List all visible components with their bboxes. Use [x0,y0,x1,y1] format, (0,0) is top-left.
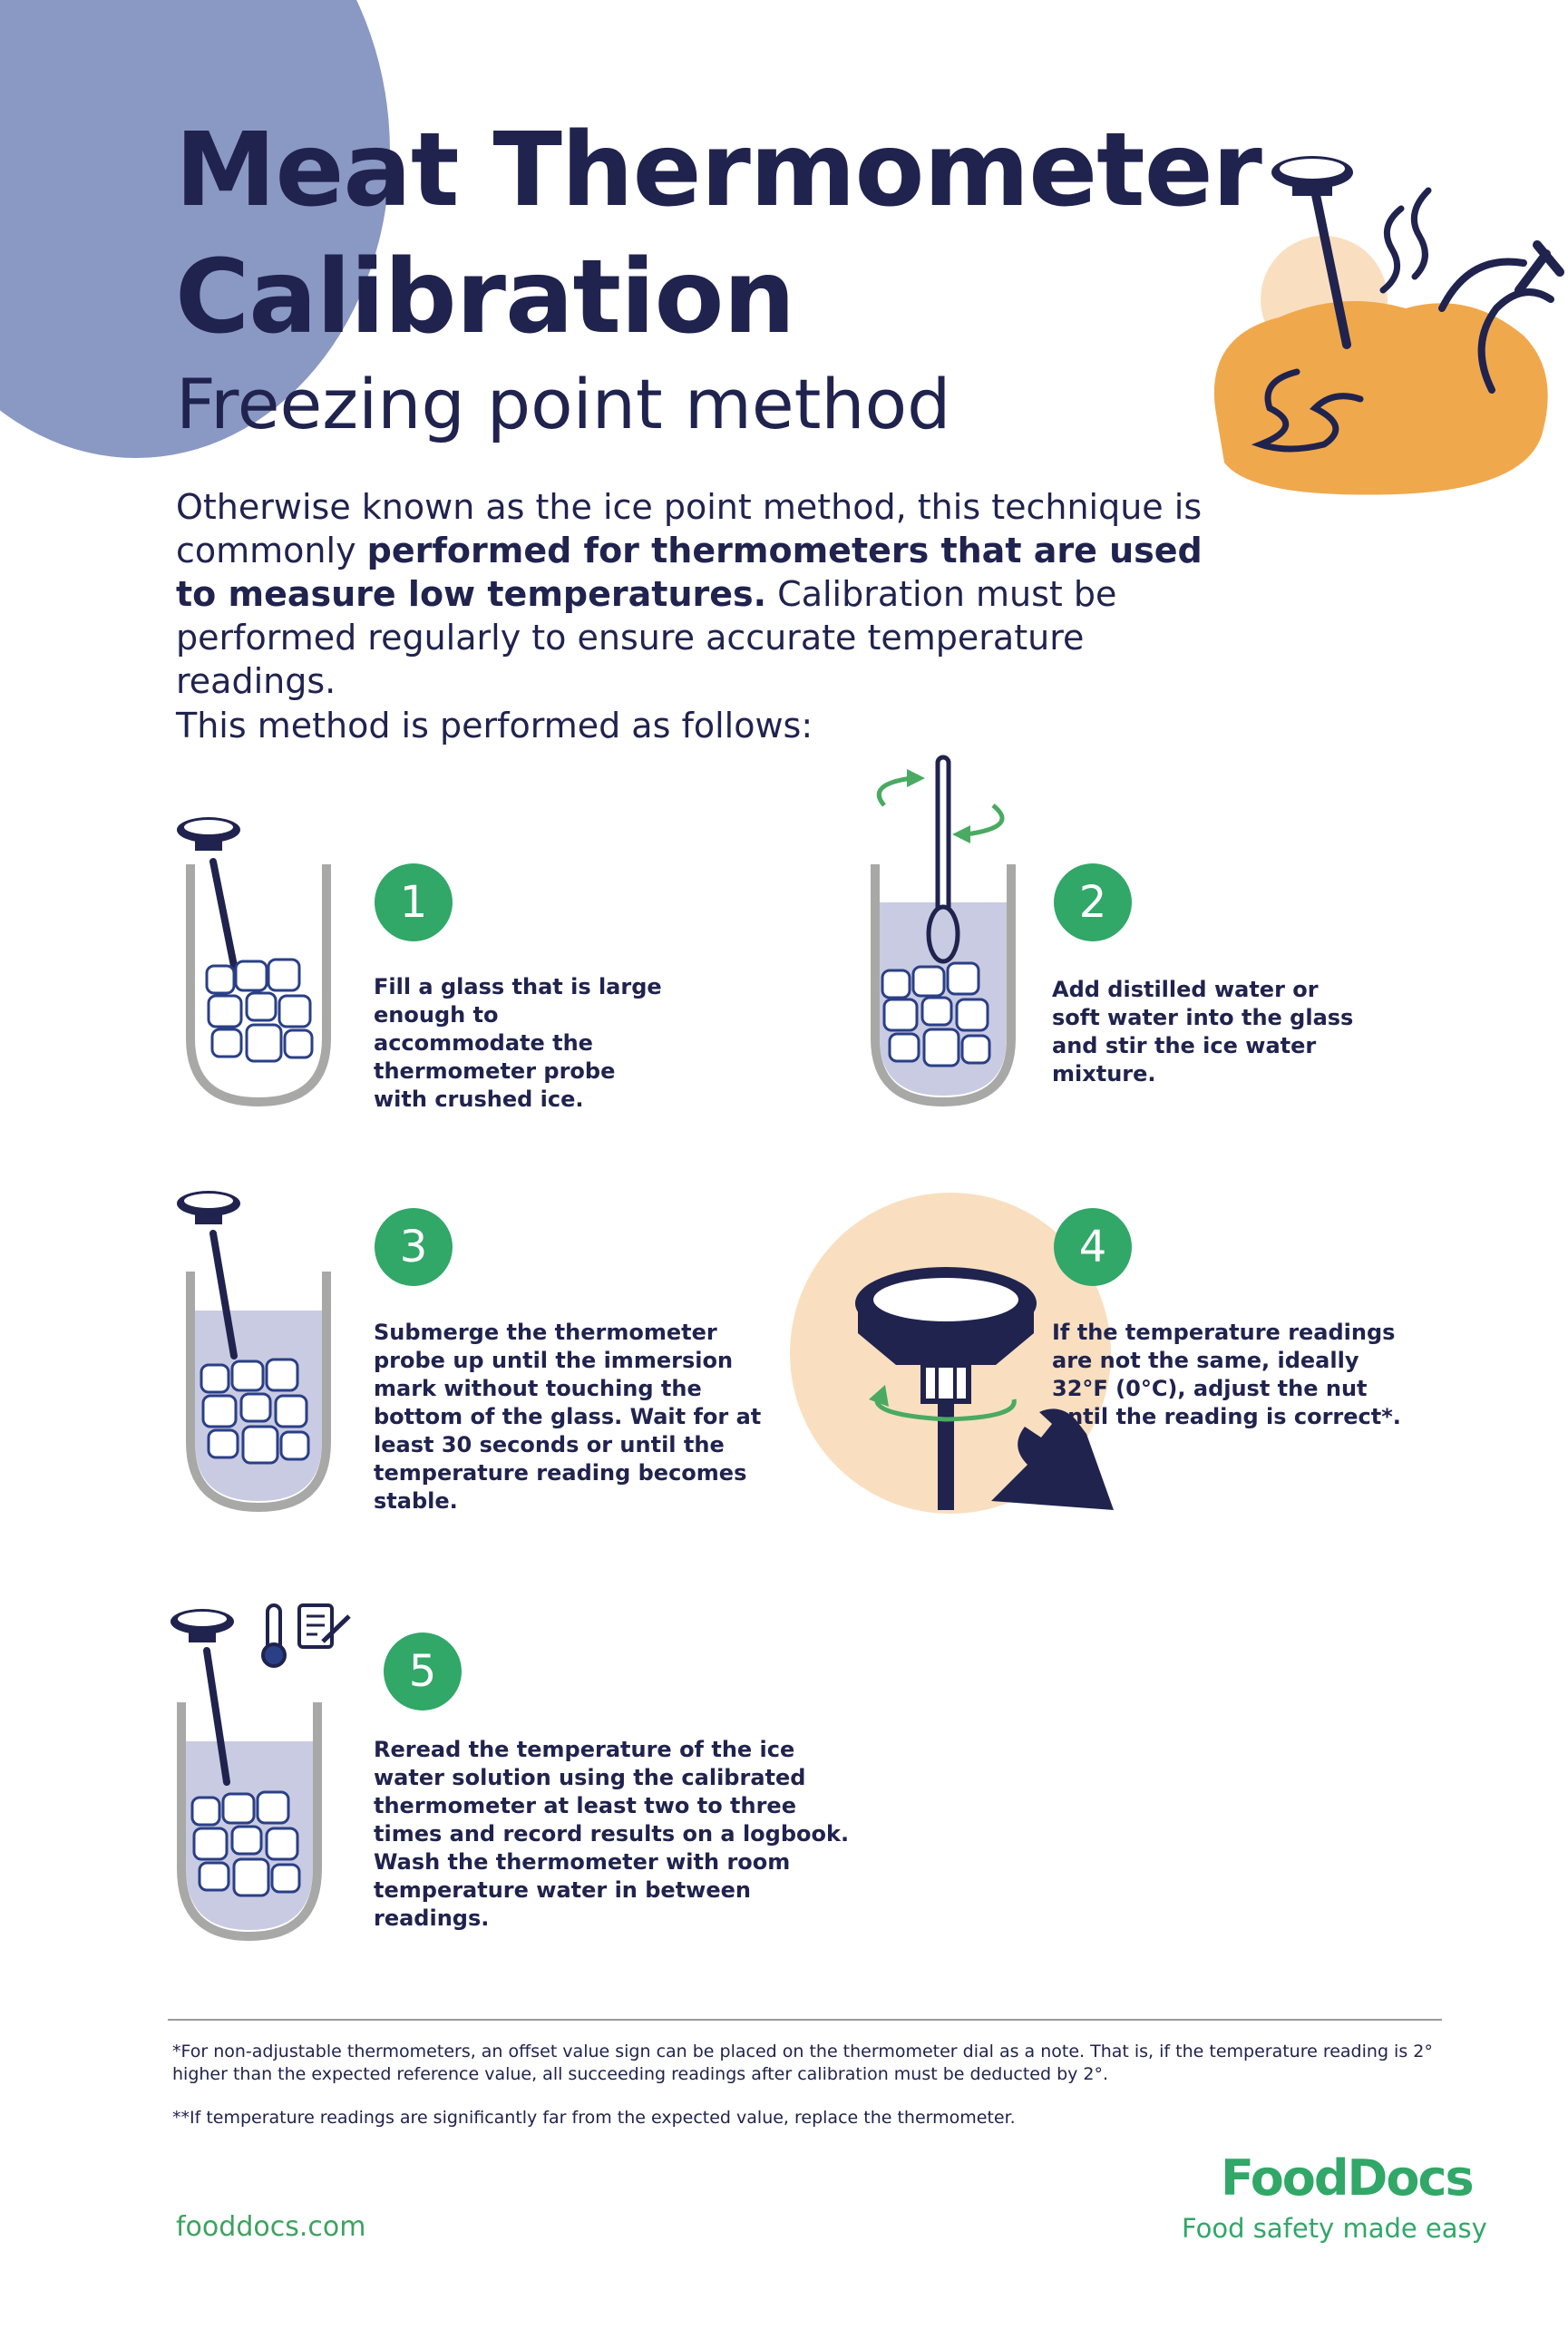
page-subtitle: Freezing point method [176,364,951,444]
step-4-number: 4 [1054,1208,1132,1286]
footnote-divider [168,2019,1442,2021]
logbook-icon [299,1605,349,1647]
footnote-2: **If temperature readings are significantly far from the expected value, replace the thermometer. [172,2108,1016,2128]
step-4-text: If the temperature readings are not the same, ideally 32°F (0°C), adjust the nut until the reading is correct*. [1052,1320,1401,1429]
intro-text-1: Otherwise known as the ice point method, this technique is commonly [176,487,1203,570]
step-1-number: 1 [375,863,453,941]
step-5-text: Reread the temperature of the ice water solution using the calibrated thermometer at least two to three times and record results on a logbook. Wash the thermometer with room temperature water in between readings. [374,1737,850,1931]
brand-tagline: Food safety made easy [1182,2213,1487,2244]
glass-with-submerged-thermometer-icon [172,1184,354,1519]
page-title [175,107,1261,361]
thermometer-icon [263,1605,285,1666]
intro-text-2: Calibration must be performed regularly to ensure accurate temperature readings. [176,574,1117,701]
step-1-text: Fill a glass that is large enough to accommodate the thermometer probe with crushed ice. [374,974,662,1112]
step-3-number: 3 [375,1208,453,1286]
intro-text-bold: performed for thermometers that are used to measure low temperatures. [176,531,1203,614]
glass-with-thermometer-log-icon [163,1596,363,1950]
step-2-number: 2 [1054,863,1132,941]
title-line-1: Meat Thermometer [175,112,1261,229]
step-5-number: 5 [384,1632,462,1710]
method-lead-text: This method is performed as follows: [176,706,813,746]
intro-paragraph [176,485,1228,703]
glass-with-water-stir-icon [857,753,1038,1116]
title-line-2: Calibration [175,239,795,356]
step-3-text: Submerge the thermometer probe up until the immersion mark without touching the bottom of the glass. Wait for at least 30 seconds or until the temperature reading becomes stable. [374,1320,762,1514]
glass-with-ice-icon [172,807,354,1116]
footnote-1: *For non-adjustable thermometers, an offset value sign can be placed on the thermometer dial as a note. That is, if the temperature reading is 2° higher than the expected reference value, all succeeding readings after calibration must be deducted by 2°. [172,2042,1433,2084]
website-link[interactable]: fooddocs.com [176,2211,366,2243]
turkey-with-thermometer-icon [1197,136,1568,517]
step-2-text: Add distilled water or soft water into the glass and stir the ice water mixture. [1052,977,1354,1087]
brand-logo: FoodDocs [1221,2149,1473,2207]
